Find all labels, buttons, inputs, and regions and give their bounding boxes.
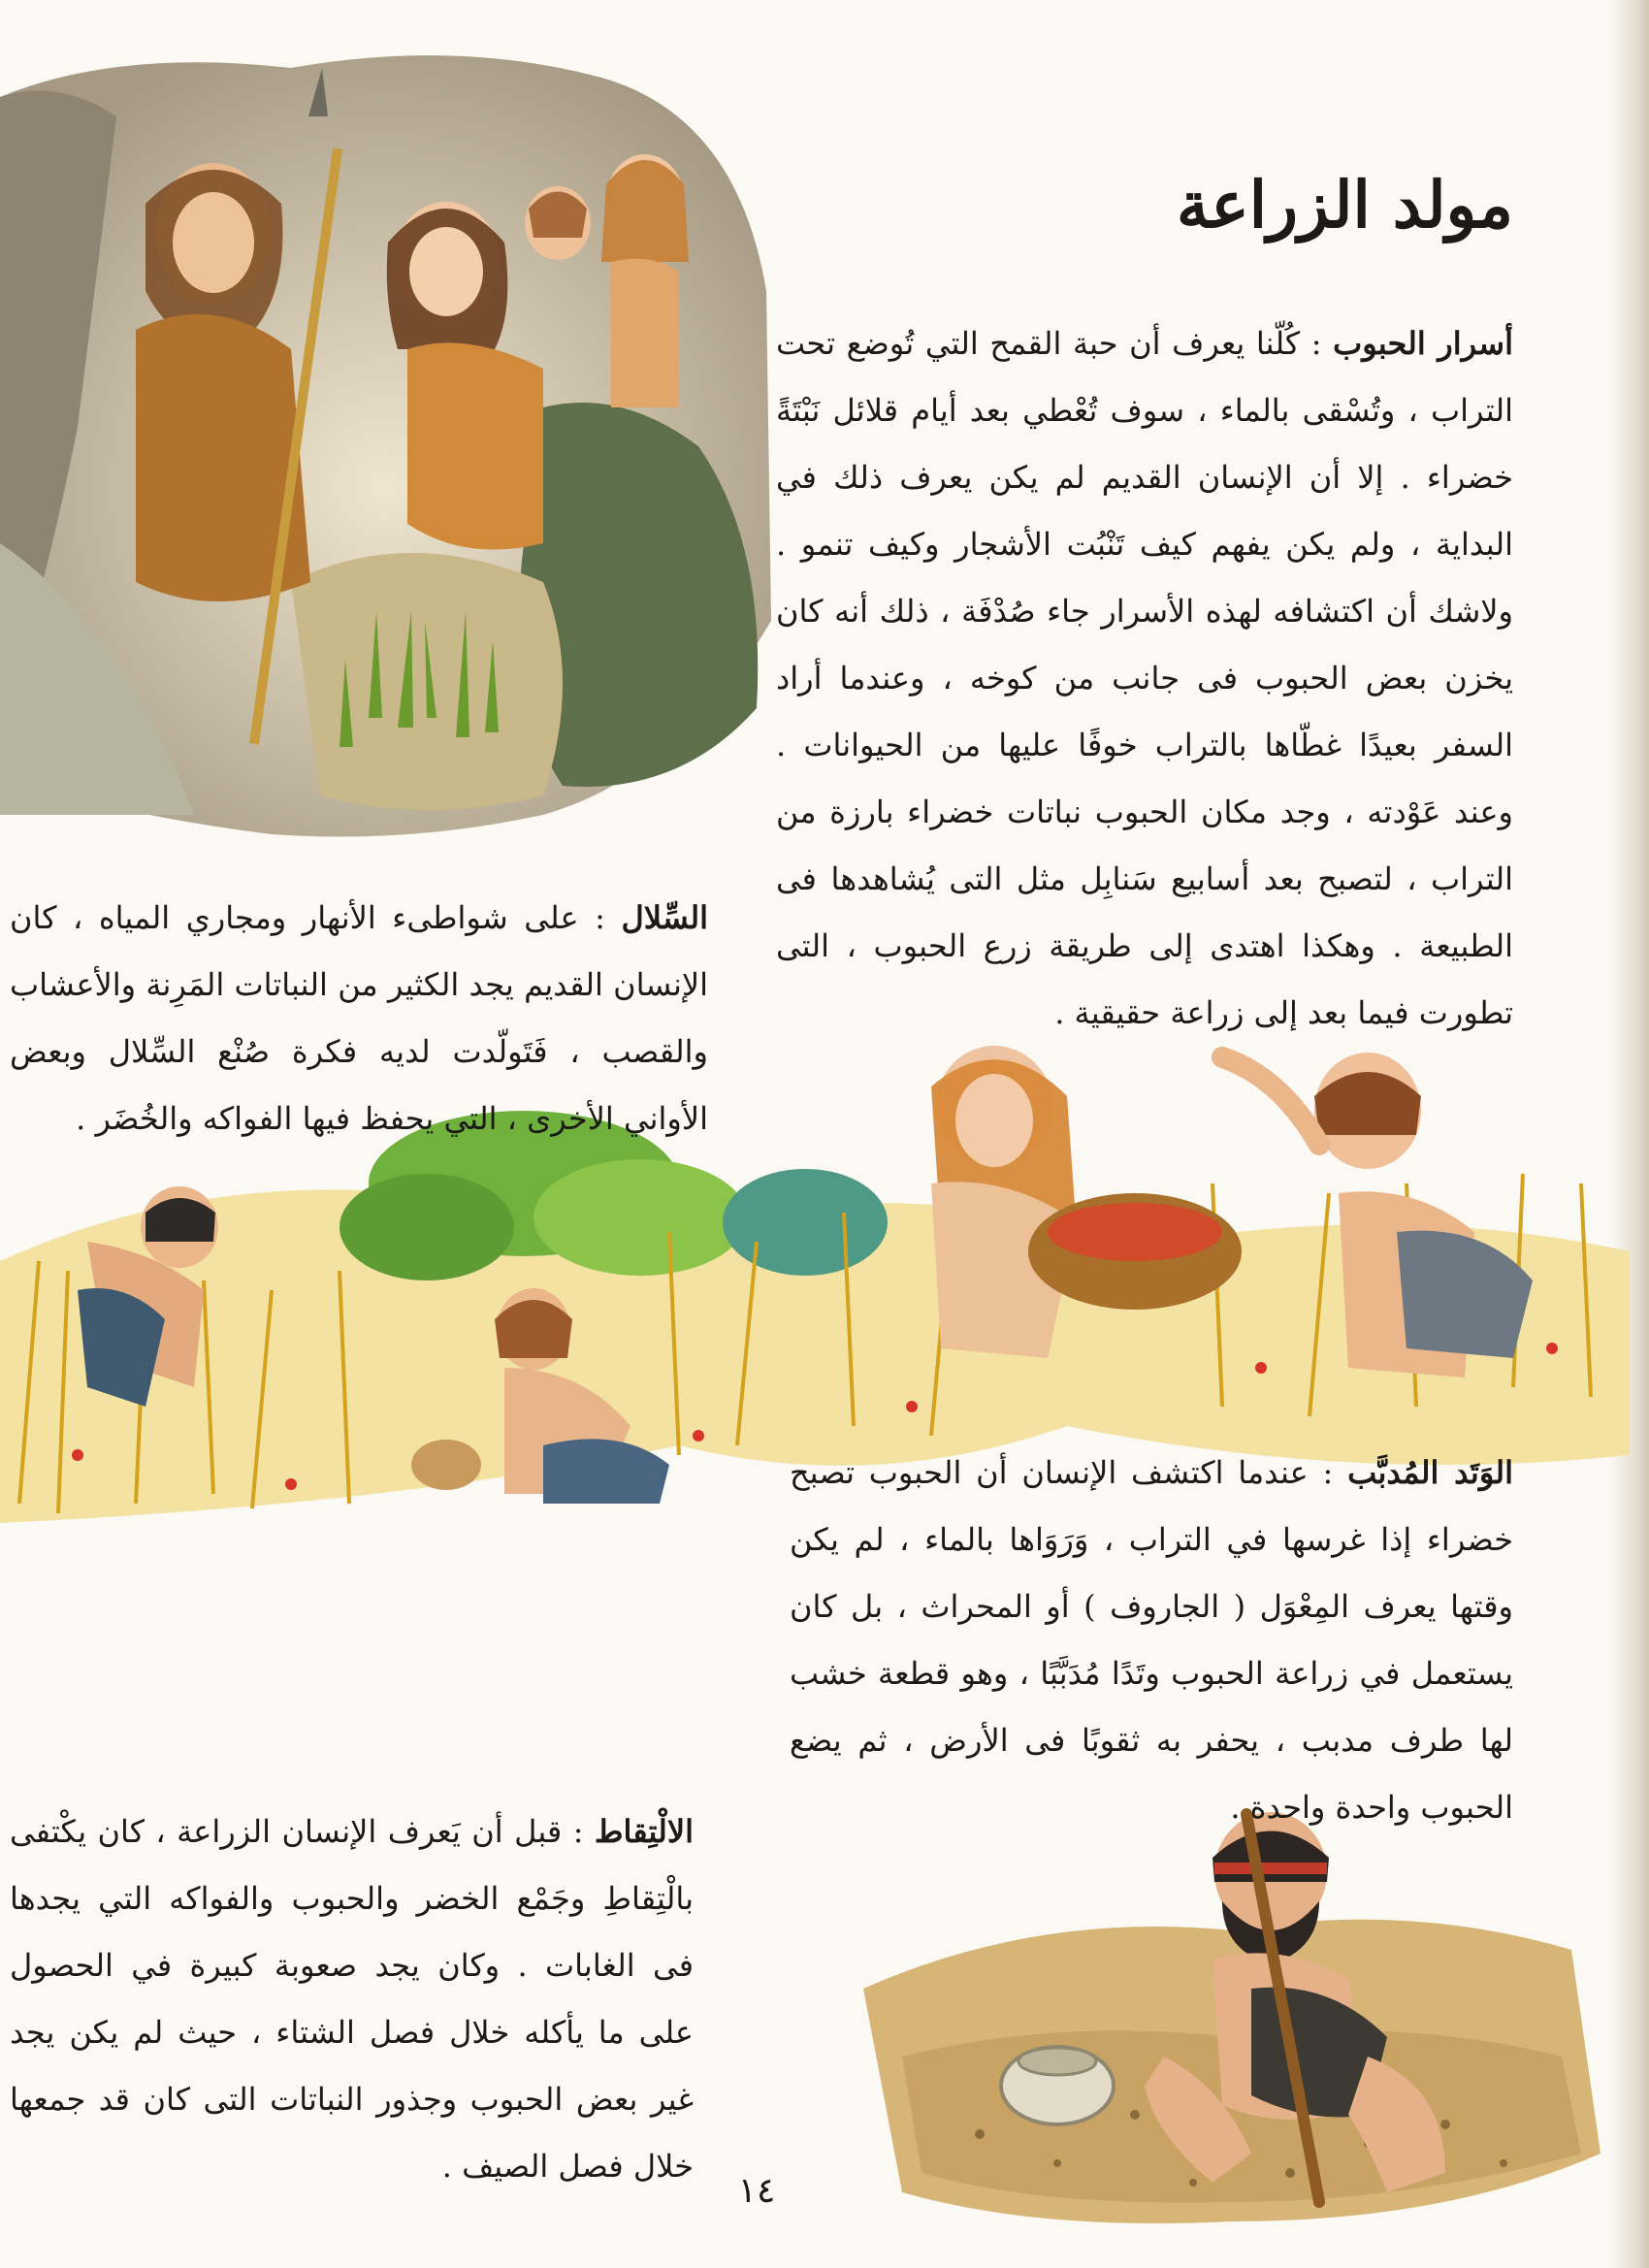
page-number: ١٤ [737, 2171, 776, 2211]
section-gathering [10, 1798, 694, 2200]
section-grain-secrets [776, 310, 1513, 1047]
section-body: : كُلّنا يعرف أن حبة القمح التي تُوضع تحت التراب ، وتُسْقى بالماء ، سوف تُعْطي بعد أيام قلائل نَبْتَةً خضراء . إلا أن الإنسان القديم لم يكن يعرف ذلك في البداية ، ولم يكن يفهم كيف تَنْبُت الأشجار وكيف تنمو . ولاشك أن اكتشافه لهذه الأسرار جاء صُدْفَة ، ذلك أنه كان يخزن بعض الحبوب فى جانب من كوخه ، وعندما أراد السفر بعيدًا غطّاها بالتراب خوفًا عليها من الحيوانات . وعند عَوْدته ، وجد مكان الحبوب نباتات خضراء بارزة من التراب ، لتصبح بعد أسابيع سَنابِل مثل التى يُشاهدها فى الطبيعة . وهكذا اهتدى إلى طريقة زرع الحبوب ، التى تطورت فيما بعد إلى زراعة حقيقية . [776, 325, 1513, 1031]
section-heading: الالْتِقاط [594, 1813, 694, 1850]
section-body: : على شواطىء الأنهار ومجاري المياه ، كان الإنسان القديم يجد الكثير من النباتات المَرِنة والأعشاب والقصب ، فَتَولّدت لديه فكرة صُنْع السِّلال وبعض الأواني الأخرى ، التي يحفظ فيها الفواكه والخُضَر . [10, 899, 708, 1137]
section-baskets [10, 885, 708, 1152]
section-body: : عندما اكتشف الإنسان أن الحبوب تصبح خضراء إذا غرسها في التراب ، وَرَوَاها بالماء ، لم يكن وقتها يعرف المِعْوَل ( الجاروف ) أو المحراث ، بل كان يستعمل في زراعة الحبوب وتَدًا مُدَبَّبًا ، وهو قطعة خشب لها طرف مدبب ، يحفر به ثقوبًا فى الأرض ، ثم يضع الحبوب واحدة واحدة . [790, 1454, 1514, 1826]
section-heading: السِّلال [621, 899, 708, 936]
section-body: : قبل أن يَعرف الإنسان الزراعة ، كان يكْتفى بالْتِقاطِ وجَمْع الخضر والحبوب والفواكه التي يجدها فى الغابات . وكان يجد صعوبة كبيرة في الحصول على ما يأكله خلال فصل الشتاء ، حيث لم يكن يجد غير بعض الحبوب وجذور النباتات التى كان قد جمعها خلال فصل الصيف . [10, 1813, 694, 2185]
section-heading: الوَتَد المُدبَّب [1347, 1454, 1514, 1491]
cave-family-illustration [0, 39, 776, 844]
section-pointed-stake [790, 1440, 1513, 1841]
section-heading: أسرار الحبوب [1333, 325, 1514, 362]
page-title: مولد الزراعة [1176, 167, 1513, 243]
